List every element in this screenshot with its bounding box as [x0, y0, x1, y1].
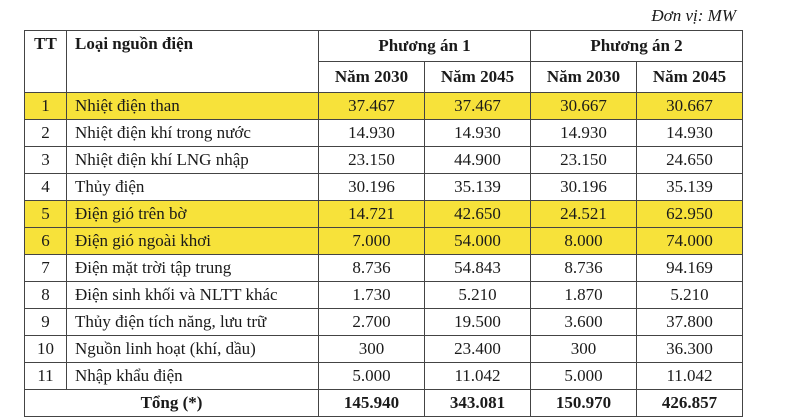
header-tt: TT [25, 31, 67, 93]
capacity-value: 11.042 [637, 363, 743, 390]
capacity-value: 14.930 [531, 120, 637, 147]
source-name: Điện gió trên bờ [67, 201, 319, 228]
capacity-value: 5.210 [425, 282, 531, 309]
capacity-value: 37.800 [637, 309, 743, 336]
capacity-value: 5.000 [319, 363, 425, 390]
total-value: 426.857 [637, 390, 743, 417]
capacity-value: 44.900 [425, 147, 531, 174]
capacity-value: 11.042 [425, 363, 531, 390]
capacity-value: 1.730 [319, 282, 425, 309]
table-row [25, 336, 743, 363]
source-name: Nhiệt điện khí LNG nhập [67, 147, 319, 174]
header-year: Năm 2045 [637, 62, 743, 93]
total-label: Tổng (*) [25, 390, 319, 417]
source-name: Điện gió ngoài khơi [67, 228, 319, 255]
capacity-value: 23.400 [425, 336, 531, 363]
table-row [25, 255, 743, 282]
capacity-value: 14.930 [637, 120, 743, 147]
capacity-value: 8.736 [531, 255, 637, 282]
row-number: 2 [25, 120, 67, 147]
capacity-value: 8.736 [319, 255, 425, 282]
source-name: Nhiệt điện khí trong nước [67, 120, 319, 147]
row-number: 5 [25, 201, 67, 228]
capacity-value: 30.667 [531, 93, 637, 120]
capacity-value: 37.467 [319, 93, 425, 120]
table-body [25, 93, 743, 417]
row-number: 4 [25, 174, 67, 201]
total-value: 343.081 [425, 390, 531, 417]
capacity-value: 3.600 [531, 309, 637, 336]
capacity-value: 30.667 [637, 93, 743, 120]
row-number: 3 [25, 147, 67, 174]
source-name: Thủy điện [67, 174, 319, 201]
source-name: Nhập khẩu điện [67, 363, 319, 390]
total-value: 150.970 [531, 390, 637, 417]
source-name: Thủy điện tích năng, lưu trữ [67, 309, 319, 336]
header-plan-1: Phương án 1 [319, 31, 531, 62]
header-year: Năm 2030 [319, 62, 425, 93]
capacity-value: 30.196 [531, 174, 637, 201]
capacity-value: 23.150 [319, 147, 425, 174]
row-number: 10 [25, 336, 67, 363]
header-year: Năm 2045 [425, 62, 531, 93]
header-plan-2: Phương án 2 [531, 31, 743, 62]
capacity-value: 300 [531, 336, 637, 363]
table-row [25, 363, 743, 390]
source-name: Nhiệt điện than [67, 93, 319, 120]
unit-label: Đơn vị: MW [651, 6, 736, 25]
capacity-value: 94.169 [637, 255, 743, 282]
capacity-value: 24.521 [531, 201, 637, 228]
capacity-value: 36.300 [637, 336, 743, 363]
power-source-table [24, 30, 743, 417]
table-row [25, 174, 743, 201]
capacity-value: 8.000 [531, 228, 637, 255]
table-row [25, 282, 743, 309]
capacity-value: 2.700 [319, 309, 425, 336]
capacity-value: 74.000 [637, 228, 743, 255]
table-row [25, 309, 743, 336]
row-number: 9 [25, 309, 67, 336]
table-row [25, 228, 743, 255]
source-name: Nguồn linh hoạt (khí, dầu) [67, 336, 319, 363]
capacity-value: 54.000 [425, 228, 531, 255]
source-name: Điện sinh khối và NLTT khác [67, 282, 319, 309]
row-number: 8 [25, 282, 67, 309]
capacity-value: 300 [319, 336, 425, 363]
row-number: 1 [25, 93, 67, 120]
header-source-type: Loại nguồn điện [67, 31, 319, 93]
source-name: Điện mặt trời tập trung [67, 255, 319, 282]
capacity-value: 62.950 [637, 201, 743, 228]
row-number: 6 [25, 228, 67, 255]
capacity-value: 5.000 [531, 363, 637, 390]
capacity-value: 42.650 [425, 201, 531, 228]
capacity-value: 30.196 [319, 174, 425, 201]
table-row [25, 120, 743, 147]
table-row [25, 201, 743, 228]
capacity-value: 7.000 [319, 228, 425, 255]
capacity-value: 14.930 [319, 120, 425, 147]
capacity-value: 24.650 [637, 147, 743, 174]
capacity-value: 35.139 [425, 174, 531, 201]
capacity-value: 14.721 [319, 201, 425, 228]
capacity-value: 5.210 [637, 282, 743, 309]
capacity-value: 14.930 [425, 120, 531, 147]
row-number: 11 [25, 363, 67, 390]
capacity-value: 1.870 [531, 282, 637, 309]
total-value: 145.940 [319, 390, 425, 417]
capacity-value: 35.139 [637, 174, 743, 201]
capacity-value: 54.843 [425, 255, 531, 282]
capacity-value: 19.500 [425, 309, 531, 336]
row-number: 7 [25, 255, 67, 282]
total-row [25, 390, 743, 417]
capacity-value: 23.150 [531, 147, 637, 174]
header-year: Năm 2030 [531, 62, 637, 93]
capacity-value: 37.467 [425, 93, 531, 120]
table-row [25, 93, 743, 120]
table-row [25, 147, 743, 174]
